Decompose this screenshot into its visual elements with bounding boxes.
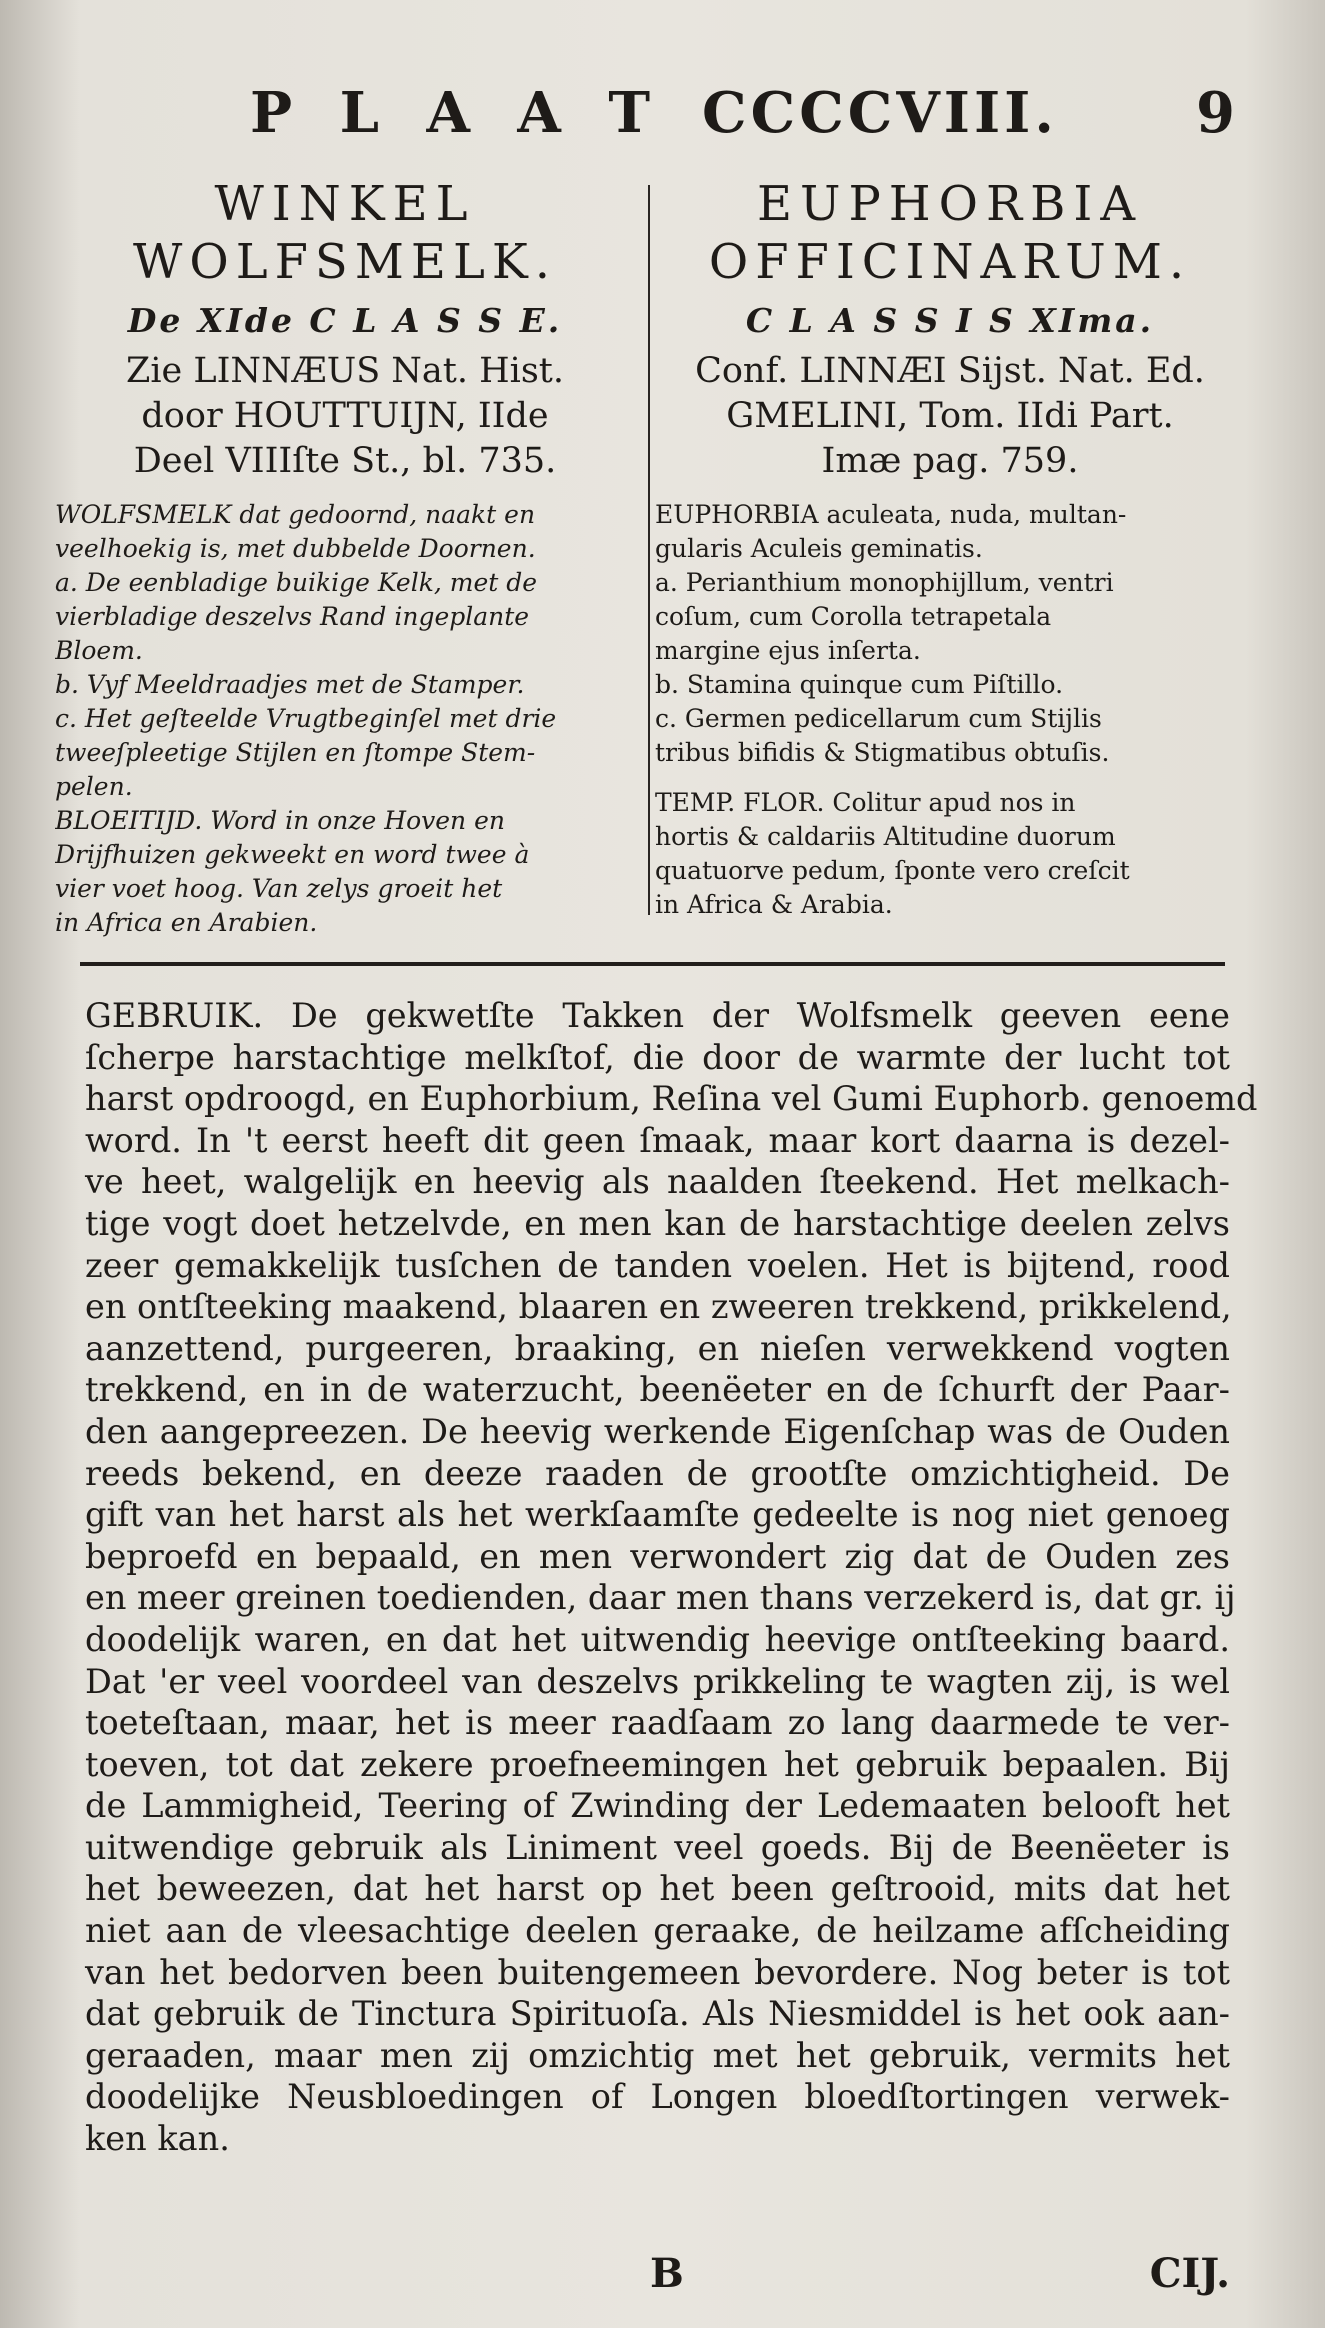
body-line: en meer greinen toedienden, daar men thans verzekerd is, dat gr. ij [85, 1578, 1236, 1618]
dutch-class: De XIde C L A S S E. [127, 301, 563, 340]
desc-line: in Africa & Arabia. [655, 890, 893, 919]
two-column-description [55, 175, 1245, 965]
body-line: toeven, tot dat zekere proefneemingen het gebruik bepaalen. Bij [85, 1744, 1230, 1784]
body-line: doodelijke Neusbloedingen of Longen bloedſtortingen verwek- [85, 2077, 1230, 2117]
body-line: en ontſteeking maakend, blaaren en zweeren trekkend, prikkelend, [85, 1287, 1232, 1327]
body-line: beproefd en bepaald, en men verwondert zig dat de Ouden zes [85, 1536, 1230, 1576]
desc-line: in Africa en Arabien. [55, 908, 318, 937]
body-line: ſcherpe harstachtige melkſtof, die door de warmte der lucht tot [85, 1037, 1230, 1077]
dutch-reference-line: Deel VIIIſte St., bl. 735. [133, 441, 557, 481]
signature-mark: B [650, 2250, 684, 2297]
desc-line: quatuorve pedum, ſponte vero creſcit [655, 856, 1130, 885]
desc-line: EUPHORBIA aculeata, nuda, multan- [655, 500, 1127, 529]
desc-line: vierbladige deszelvs Rand ingeplante [55, 602, 530, 631]
body-line: toeteſtaan, maar, het is meer raadſaam zo lang daarmede te ver- [85, 1703, 1230, 1743]
column-divider [648, 185, 650, 915]
plate-title [250, 80, 1058, 146]
desc-line: hortis & caldariis Altitudine duorum [655, 822, 1116, 851]
page-footer [85, 2250, 1230, 2300]
latin-reference-line: Imæ pag. 759. [821, 441, 1079, 481]
latin-class: C L A S S I S XIma. [745, 301, 1155, 340]
body-line: gift van het harst als het werkſaamſte gedeelte is nog niet genoeg [85, 1495, 1230, 1535]
dutch-reference-line: door HOUTTUIJN, IIde [141, 396, 549, 436]
dutch-column [55, 175, 635, 940]
desc-line: c. Germen pedicellarum cum Stijlis [655, 704, 1102, 733]
desc-line: coſum, cum Corolla tetrapetala [655, 602, 1052, 631]
body-line: reeds bekend, en deeze raaden de grootſte omzichtigheid. De [85, 1453, 1230, 1493]
desc-line: Bloem. [55, 636, 143, 665]
desc-line: Drijfhuizen gekweekt en word twee à [55, 840, 530, 869]
desc-line: pelen. [55, 772, 133, 801]
desc-line: c. Het geſteelde Vrugtbeginſel met drie [55, 704, 557, 733]
desc-line: veelhoekig is, met dubbelde Doornen. [55, 534, 536, 563]
latin-reference [655, 349, 1245, 484]
catchword: CIJ. [1149, 2250, 1230, 2297]
dutch-name-line1: WINKEL [214, 176, 476, 232]
latin-description [655, 498, 1245, 922]
desc-line: gularis Aculeis geminatis. [655, 534, 983, 563]
desc-line: vier voet hoog. Van zelys groeit het [55, 874, 503, 903]
latin-name-line2: OFFICINARUM. [708, 234, 1192, 290]
body-line: geraaden, maar men zij omzichtig met het gebruik, vermits het [85, 2035, 1230, 2075]
latin-column [655, 175, 1245, 922]
desc-line: b. Vyf Meeldraadjes met de Stamper. [55, 670, 525, 699]
body-line: den aangepreezen. De heevig werkende Eigenſchap was de Ouden [85, 1411, 1230, 1451]
desc-line: BLOEITIJD. Word in onze Hoven en [55, 806, 505, 835]
body-line: Dat 'er veel voordeel van deszelvs prikkeling te wagten zij, is wel [85, 1661, 1230, 1701]
desc-line: tweeſpleetige Stijlen en ſtompe Stem- [55, 738, 536, 767]
desc-line: a. Perianthium monophijllum, ventri [655, 568, 1114, 597]
page-header [120, 80, 1235, 170]
body-line: uitwendige gebruik als Liniment veel goeds. Bij de Beenëeter is [85, 1827, 1230, 1867]
body-line: word. In 't eerst heeft dit geen ſmaak, maar kort daarna is dezel- [85, 1120, 1230, 1160]
desc-line: TEMP. FLOR. Colitur apud nos in [655, 788, 1076, 817]
body-line: van het bedorven been buitengemeen bevordere. Nog beter is tot [85, 1952, 1230, 1992]
body-line: GEBRUIK. De gekwetſte Takken der Wolfsmelk geeven eene [85, 996, 1230, 1035]
body-line: de Lammigheid, Teering of Zwinding der Ledemaaten belooft het [85, 1786, 1230, 1826]
plate-number: CCCCVIII. [702, 80, 1058, 146]
desc-line: WOLFSMELK dat gedoornd, naakt en [55, 500, 536, 529]
dutch-description [55, 498, 635, 940]
latin-name-line1: EUPHORBIA [756, 176, 1144, 232]
body-line: aanzettend, purgeeren, braaking, en nieſen verwekkend vogten [85, 1328, 1230, 1368]
body-line: dat gebruik de Tinctura Spirituoſa. Als Niesmiddel is het ook aan- [85, 1994, 1230, 2034]
desc-line: margine ejus inſerta. [655, 636, 921, 665]
dutch-reference [55, 349, 635, 484]
dutch-name-line2: WOLFSMELK. [133, 234, 557, 290]
gebruik-section [85, 995, 1258, 2160]
latin-reference-line: Conf. LINNÆI Sijst. Nat. Ed. [695, 351, 1205, 391]
desc-line: a. De eenbladige buikige Kelk, met de [55, 568, 538, 597]
body-line: doodelijk waren, en dat het uitwendig heevige ontſteeking baard. [85, 1619, 1230, 1659]
body-line: ken kan. [85, 2119, 230, 2159]
body-line: zeer gemakkelijk tusſchen de tanden voelen. Het is bijtend, rood [85, 1245, 1230, 1285]
body-line: het beweezen, dat het harst op het been geſtrooid, mits dat het [85, 1869, 1230, 1909]
plate-label: P L A A T [250, 80, 665, 146]
desc-line: tribus bifidis & Stigmatibus obtuſis. [655, 738, 1110, 767]
body-line: ve heet, walgelijk en heevig als naalden ſteekend. Het melkach- [85, 1162, 1230, 1202]
body-line: harst opdroogd, en Euphorbium, Reſina vel Gumi Euphorb. genoemd [85, 1079, 1258, 1119]
body-line: niet aan de vleesachtige deelen geraake, de heilzame afſcheiding [85, 1911, 1230, 1951]
horizontal-rule [80, 962, 1225, 966]
desc-line: b. Stamina quinque cum Piſtillo. [655, 670, 1064, 699]
dutch-reference-line: Zie LINNÆUS Nat. Hist. [126, 351, 564, 391]
body-line: tige vogt doet hetzelvde, en men kan de harstachtige deelen zelvs [85, 1203, 1230, 1243]
page-number: 9 [1196, 80, 1235, 146]
body-line: trekkend, en in de waterzucht, beenëeter en de ſchurft der Paar- [85, 1370, 1230, 1410]
latin-reference-line: GMELINI, Tom. IIdi Part. [726, 396, 1174, 436]
